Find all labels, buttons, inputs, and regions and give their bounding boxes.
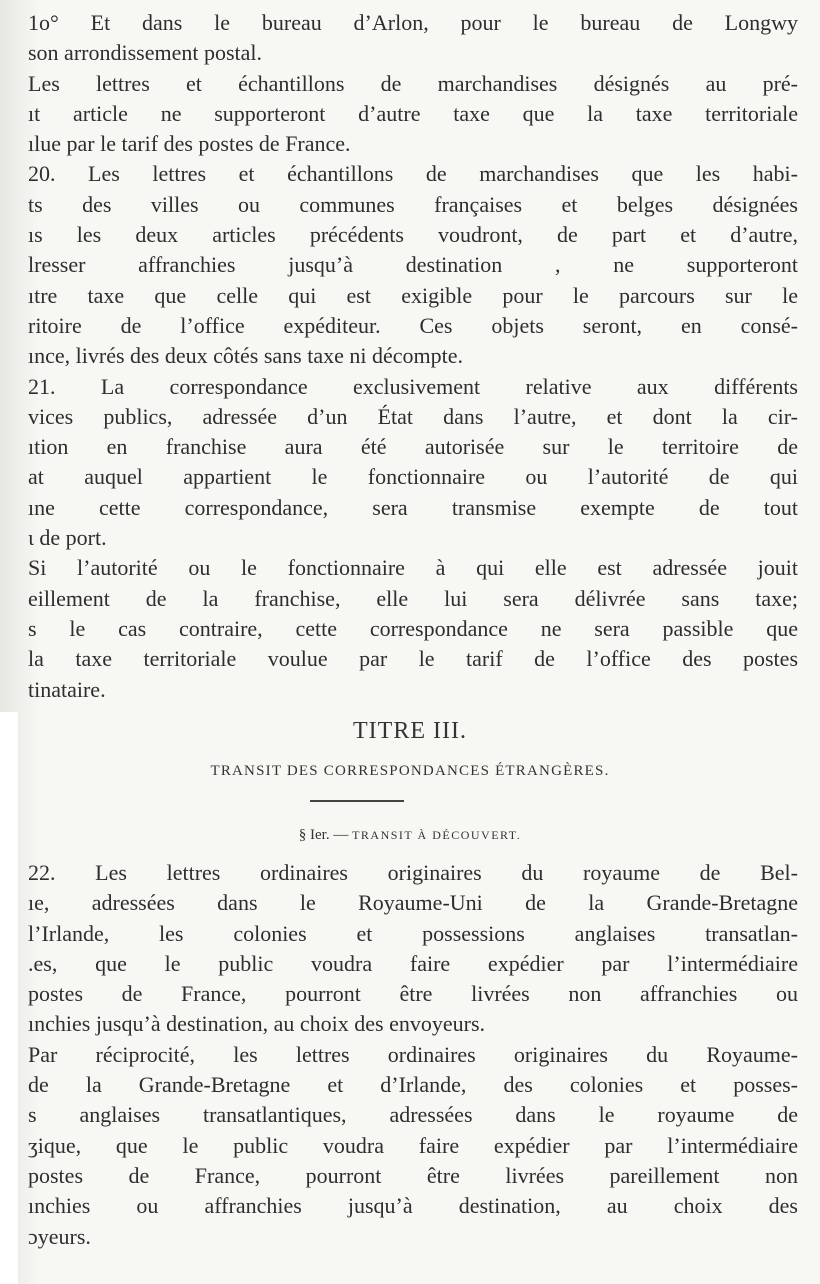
- text-line: ɔyeurs.: [28, 1223, 91, 1249]
- text-line: s le cas contraire, cette correspondance ne sera passible que: [28, 615, 798, 641]
- text-line: 20. Les lettres et échantillons de marchandises que les habi-: [28, 161, 798, 187]
- text-line: Les lettres et échantillons de marchandises désignés au pré-: [28, 70, 798, 96]
- text-line: 22. Les lettres ordinaires originaires du royaume de Bel-: [28, 860, 798, 885]
- text-line: at auquel appartient le fonctionnaire ou l’autorité de qui: [28, 464, 798, 490]
- text-line: ıt article ne supporteront d’autre taxe que la taxe territoriale: [28, 100, 798, 126]
- text-block-top: [28, 8, 798, 705]
- text-line: ınchies jusqu’à destination, au choix des envoyeurs.: [28, 1011, 486, 1037]
- section-title: TITRE III.: [353, 718, 467, 744]
- text-line: eillement de la franchise, elle lui sera délivrée sans taxe;: [28, 585, 798, 611]
- text-line: ınchies ou affranchies jusqu’à destination, au choix des: [28, 1193, 798, 1219]
- text-line: s anglaises transatlantiques, adressées dans le royaume de: [28, 1102, 798, 1128]
- text-line: ınce, livrés des deux côtés sans taxe ni décompte.: [28, 343, 463, 369]
- section-subtitle: TRANSIT DES CORRESPONDANCES ÉTRANGÈRES.: [210, 763, 610, 779]
- divider-rule: [310, 800, 404, 802]
- subsection-heading: [0, 827, 820, 844]
- text-line: tinataire.: [28, 676, 106, 702]
- subsection-number: § Ier.: [298, 827, 330, 843]
- text-line: son arrondissement postal.: [28, 40, 263, 66]
- text-line: .es, que le public voudra faire expédier par l’intermédiaire: [28, 950, 798, 976]
- text-line: ıe, adressées dans le Royaume-Uni de la Grande-Bretagne: [28, 890, 798, 916]
- subsection-dash: —: [333, 827, 349, 843]
- text-line: la taxe territoriale voulue par le tarif de l’office des postes: [28, 646, 798, 672]
- text-line: 21. La correspondance exclusivement relative aux différents: [28, 373, 798, 399]
- text-line: l’Irlande, les colonies et possessions anglaises transatlan-: [28, 920, 798, 946]
- text-line: de la Grande-Bretagne et d’Irlande, des colonies et posses-: [28, 1072, 798, 1098]
- text-line: ts des villes ou communes françaises et belges désignées: [28, 191, 798, 217]
- text-line: ıs les deux articles précédents voudront, de part et d’autre,: [28, 222, 798, 248]
- text-line: ıtre taxe que celle qui est exigible pour le parcours sur le: [28, 282, 798, 308]
- text-block-bottom: [28, 858, 798, 1252]
- text-line: postes de France, pourront être livrées non affranchies ou: [28, 981, 798, 1007]
- text-line: ʒique, que le public voudra faire expédier par l’intermédiaire: [28, 1132, 798, 1158]
- text-line: 1o° Et dans le bureau d’Arlon, pour le bureau de Longwy: [28, 10, 798, 35]
- subsection-label: TRANSIT À DÉCOUVERT.: [352, 828, 522, 842]
- text-line: ι de port.: [28, 525, 107, 551]
- text-line: Si l’autorité ou le fonctionnaire à qui elle est adressée jouit: [28, 555, 798, 581]
- text-line: lresser affranchies jusqu’à destination , ne supporteront: [28, 252, 798, 278]
- text-line: ıtion en franchise aura été autorisée sur le territoire de: [28, 434, 798, 460]
- text-line: vices publics, adressée d’un État dans l’autre, et dont la cir-: [28, 403, 798, 429]
- text-line: postes de France, pourront être livrées pareillement non: [28, 1162, 798, 1188]
- text-line: ılue par le tarif des postes de France.: [28, 131, 351, 157]
- text-line: ıne cette correspondance, sera transmise exempte de tout: [28, 494, 798, 520]
- page-edge-white: [0, 712, 18, 1284]
- text-line: Par réciprocité, les lettres ordinaires originaires du Royaume-: [28, 1041, 798, 1067]
- text-line: ritoire de l’office expéditeur. Ces objets seront, en consé-: [28, 312, 798, 338]
